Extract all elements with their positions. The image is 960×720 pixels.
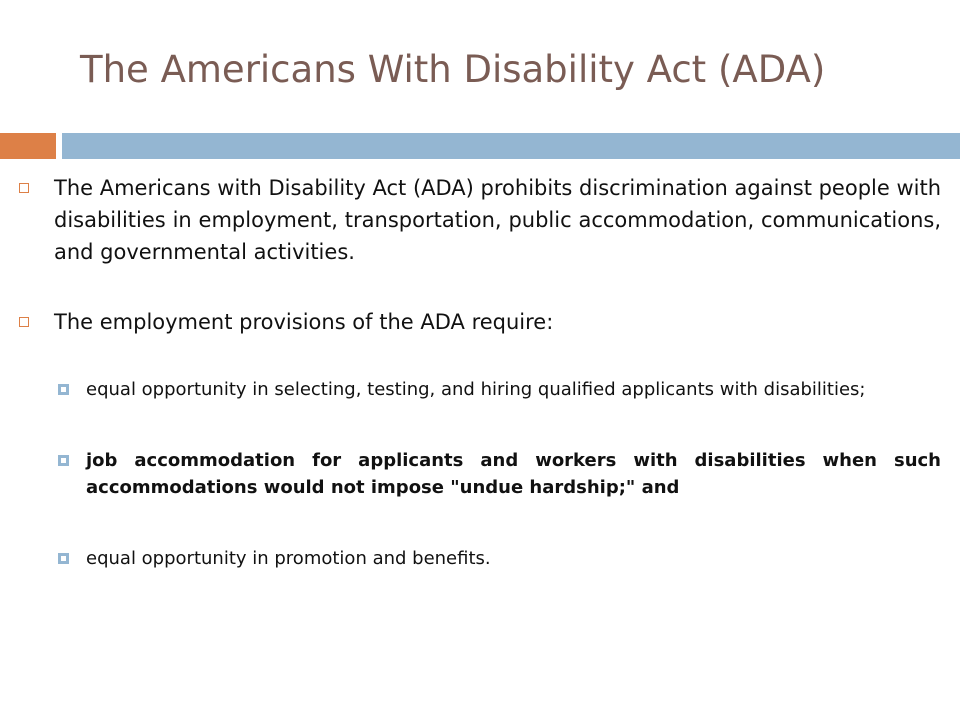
sub-bullet-text: equal opportunity in selecting, testing, and hiring qualified applicants with disabilities; [86, 379, 866, 400]
bullet-ada-definition [18, 172, 941, 268]
square-bullet-icon [58, 384, 69, 395]
bullet-text: The employment provisions of the ADA require: [54, 310, 554, 334]
bullet-employment-provisions [18, 306, 941, 338]
hollow-square-bullet-icon [19, 183, 29, 193]
sub-bullet-promotion-benefits [58, 545, 941, 572]
sub-bullet-text: equal opportunity in promotion and benefits. [86, 548, 491, 569]
sub-bullet-job-accommodation [58, 447, 941, 501]
slide-content [18, 172, 941, 572]
sub-bullet-text: job accommodation for applicants and workers with disabilities when such accommodations would not impose "undue hardship;" and [86, 450, 941, 498]
bullet-text: The Americans with Disability Act (ADA) prohibits discrimination against people with disabilities in employment, transportation, public accommodation, communications, and governmental activities. [54, 176, 942, 264]
sub-bullet-equal-hiring [58, 376, 941, 403]
accent-bar-blue [62, 133, 960, 159]
accent-bar-orange [0, 133, 56, 159]
square-bullet-icon [58, 455, 69, 466]
slide-title: The Americans With Disability Act (ADA) [80, 48, 826, 91]
hollow-square-bullet-icon [19, 317, 29, 327]
square-bullet-icon [58, 553, 69, 564]
